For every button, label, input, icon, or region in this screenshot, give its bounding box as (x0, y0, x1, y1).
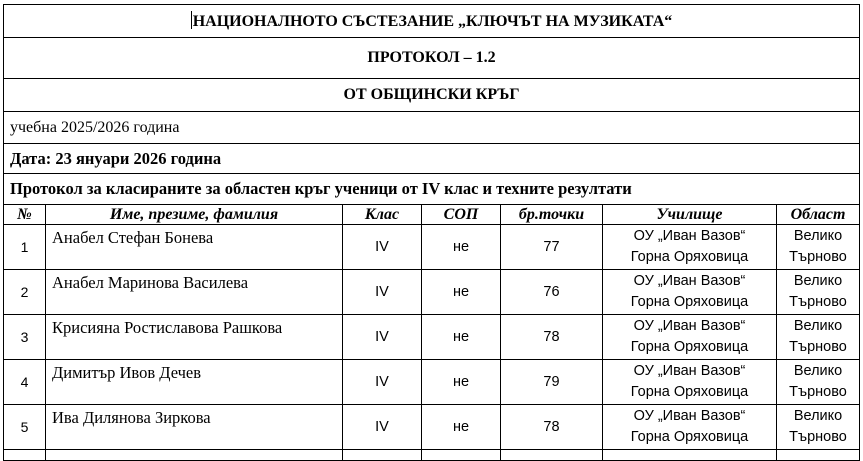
student-name[interactable]: Анабел Маринова Василева (46, 270, 343, 315)
row-num[interactable]: 1 (4, 225, 46, 270)
student-class[interactable]: IV (343, 360, 422, 405)
student-region[interactable] (777, 270, 860, 315)
student-class[interactable]: IV (343, 225, 422, 270)
text-cursor (191, 11, 192, 29)
student-class[interactable]: IV (343, 270, 422, 315)
region-line-2: Търново (789, 384, 847, 400)
region-line-2: Търново (789, 339, 847, 355)
school-town: Горна Оряховица (630, 384, 749, 400)
school-town: Горна Оряховица (630, 339, 749, 355)
description-text: Протокол за класираните за областен кръг ученици от IV клас и техните резултати (10, 179, 632, 198)
school-name: ОУ „Иван Вазов“ (633, 408, 746, 424)
empty-cell[interactable] (501, 450, 603, 461)
row-num[interactable]: 2 (4, 270, 46, 315)
column-header-row (4, 205, 860, 225)
round-heading: ОТ ОБЩИНСКИ КРЪГ (343, 86, 520, 103)
region-line-2: Търново (789, 294, 847, 310)
school-town: Горна Оряховица (630, 429, 749, 445)
region-line-1: Велико (793, 273, 843, 289)
student-sop[interactable]: не (422, 405, 501, 450)
student-region[interactable] (777, 405, 860, 450)
student-sop[interactable]: не (422, 225, 501, 270)
student-points[interactable]: 77 (501, 225, 603, 270)
student-name[interactable]: Крисияна Ростиславова Рашкова (46, 315, 343, 360)
row-num[interactable]: 3 (4, 315, 46, 360)
school-year: учебна 2025/2026 година (10, 118, 180, 136)
student-points[interactable]: 78 (501, 315, 603, 360)
student-sop[interactable]: не (422, 360, 501, 405)
col-header-region[interactable]: Област (777, 205, 860, 225)
student-school[interactable] (603, 225, 777, 270)
student-points[interactable]: 76 (501, 270, 603, 315)
student-class[interactable]: IV (343, 315, 422, 360)
table-row-partial (4, 450, 860, 461)
document-title: НАЦИОНАЛНОТО СЪСТЕЗАНИЕ „КЛЮЧЪТ НА МУЗИКАТА“ (192, 13, 673, 30)
date-text: Дата: 23 януари 2026 година (10, 148, 222, 168)
empty-cell[interactable] (603, 450, 777, 461)
region-line-1: Велико (793, 228, 843, 244)
protocol-heading: ПРОТОКОЛ – 1.2 (367, 49, 496, 66)
school-name: ОУ „Иван Вазов“ (633, 363, 746, 379)
student-name[interactable]: Ива Дилянова Зиркова (46, 405, 343, 450)
description-cell[interactable] (4, 174, 860, 205)
col-header-sop[interactable]: СОП (422, 205, 501, 225)
protocol-heading-cell[interactable] (4, 38, 860, 79)
col-header-name[interactable]: Име, презиме, фамилия (46, 205, 343, 225)
region-line-2: Търново (789, 249, 847, 265)
student-region[interactable] (777, 360, 860, 405)
empty-cell[interactable] (4, 450, 46, 461)
empty-cell[interactable] (46, 450, 343, 461)
student-class[interactable]: IV (343, 405, 422, 450)
col-header-points[interactable]: бр.точки (501, 205, 603, 225)
student-region[interactable] (777, 315, 860, 360)
table-row (4, 315, 860, 360)
protocol-table (3, 4, 860, 461)
row-num[interactable]: 4 (4, 360, 46, 405)
student-name[interactable]: Анабел Стефан Бонева (46, 225, 343, 270)
student-name[interactable]: Димитър Ивов Дечев (46, 360, 343, 405)
student-school[interactable] (603, 270, 777, 315)
region-line-1: Велико (793, 408, 843, 424)
region-line-1: Велико (793, 318, 843, 334)
school-name: ОУ „Иван Вазов“ (633, 228, 746, 244)
school-town: Горна Оряховица (630, 249, 749, 265)
student-school[interactable] (603, 360, 777, 405)
region-line-1: Велико (793, 363, 843, 379)
student-school[interactable] (603, 315, 777, 360)
empty-cell[interactable] (777, 450, 860, 461)
school-year-cell[interactable] (4, 112, 860, 144)
empty-cell[interactable] (422, 450, 501, 461)
table-row (4, 360, 860, 405)
student-sop[interactable]: не (422, 270, 501, 315)
date-cell[interactable] (4, 144, 860, 174)
school-name: ОУ „Иван Вазов“ (633, 273, 746, 289)
school-town: Горна Оряховица (630, 294, 749, 310)
col-header-class[interactable]: Клас (343, 205, 422, 225)
student-points[interactable]: 78 (501, 405, 603, 450)
table-row (4, 405, 860, 450)
student-school[interactable] (603, 405, 777, 450)
row-num[interactable]: 5 (4, 405, 46, 450)
col-header-school[interactable]: Училище (603, 205, 777, 225)
empty-cell[interactable] (343, 450, 422, 461)
student-sop[interactable]: не (422, 315, 501, 360)
table-row (4, 225, 860, 270)
school-name: ОУ „Иван Вазов“ (633, 318, 746, 334)
student-points[interactable]: 79 (501, 360, 603, 405)
col-header-num[interactable]: № (4, 205, 46, 225)
document-title-cell[interactable] (4, 5, 860, 38)
student-region[interactable] (777, 225, 860, 270)
round-heading-cell[interactable] (4, 79, 860, 112)
table-row (4, 270, 860, 315)
region-line-2: Търново (789, 429, 847, 445)
